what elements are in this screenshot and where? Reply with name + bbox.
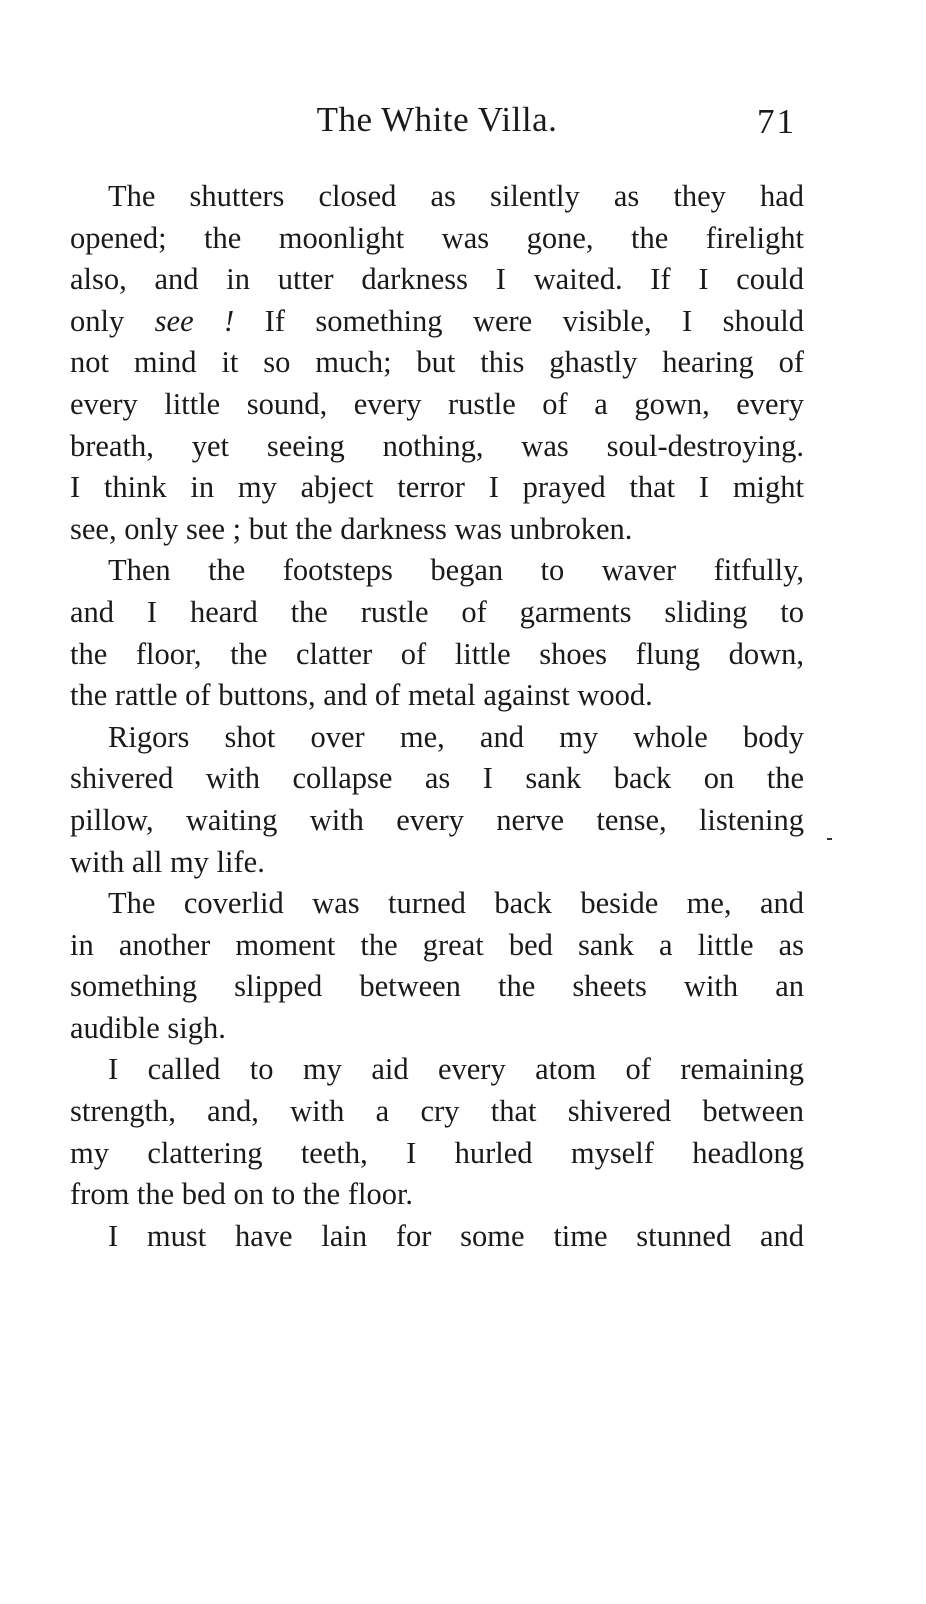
body-text <box>70 176 804 1257</box>
paragraph <box>70 1049 804 1215</box>
italic-emphasis: see ! <box>154 303 235 338</box>
text-line: every little sound, every rustle of a gown, every <box>70 386 804 421</box>
text-line: with all my life. <box>70 844 265 879</box>
running-title: The White Villa. <box>316 100 558 139</box>
text-line: see, only see ; but the darkness was unbroken. <box>70 511 633 546</box>
running-head <box>70 100 804 150</box>
text-line: my clattering teeth, I hurled myself headlong <box>70 1135 804 1170</box>
text-line: The coverlid was turned back beside me, and <box>108 886 804 921</box>
text-line: audible sigh. <box>70 1010 226 1045</box>
text-line: something slipped between the sheets with an <box>70 969 804 1004</box>
text-line: opened; the moonlight was gone, the firelight <box>70 220 804 255</box>
text-line: not mind it so much; but this ghastly hearing of <box>70 345 804 380</box>
text-line: from the bed on to the floor. <box>70 1177 414 1212</box>
paragraph <box>70 1216 804 1258</box>
text-line: I must have lain for some time stunned and <box>108 1218 804 1253</box>
text-line: I called to my aid every atom of remaining <box>108 1052 804 1087</box>
text-line: I think in my abject terror I prayed that I might <box>70 470 804 505</box>
text-line: the rattle of buttons, and of metal against wood. <box>70 678 653 713</box>
paragraph <box>70 717 804 883</box>
paragraph <box>70 550 804 716</box>
text-line: strength, and, with a cry that shivered between <box>70 1094 804 1129</box>
page-number: 71 <box>757 102 796 141</box>
paragraph <box>70 883 804 1049</box>
text-run: If something were visible, I should <box>234 303 804 338</box>
text-line: Rigors shot over me, and my whole body <box>108 719 804 754</box>
text-line: pillow, waiting with every nerve tense, listening <box>70 802 804 837</box>
text-line: and I heard the rustle of garments sliding to <box>70 594 804 629</box>
text-line: Then the footsteps began to waver fitfully, <box>108 553 804 588</box>
text-line: also, and in utter darkness I waited. If I could <box>70 262 804 297</box>
paragraph <box>70 176 804 550</box>
text-line: shivered with collapse as I sank back on the <box>70 761 804 796</box>
text-run: only <box>70 303 155 338</box>
text-line <box>70 301 804 343</box>
text-line: The shutters closed as silently as they had <box>108 179 804 213</box>
text-line: breath, yet seeing nothing, was soul-destroying. <box>70 428 804 463</box>
text-line: in another moment the great bed sank a little as <box>70 927 804 962</box>
print-speck-decoration <box>827 838 832 840</box>
text-line: the floor, the clatter of little shoes flung down, <box>70 636 804 671</box>
